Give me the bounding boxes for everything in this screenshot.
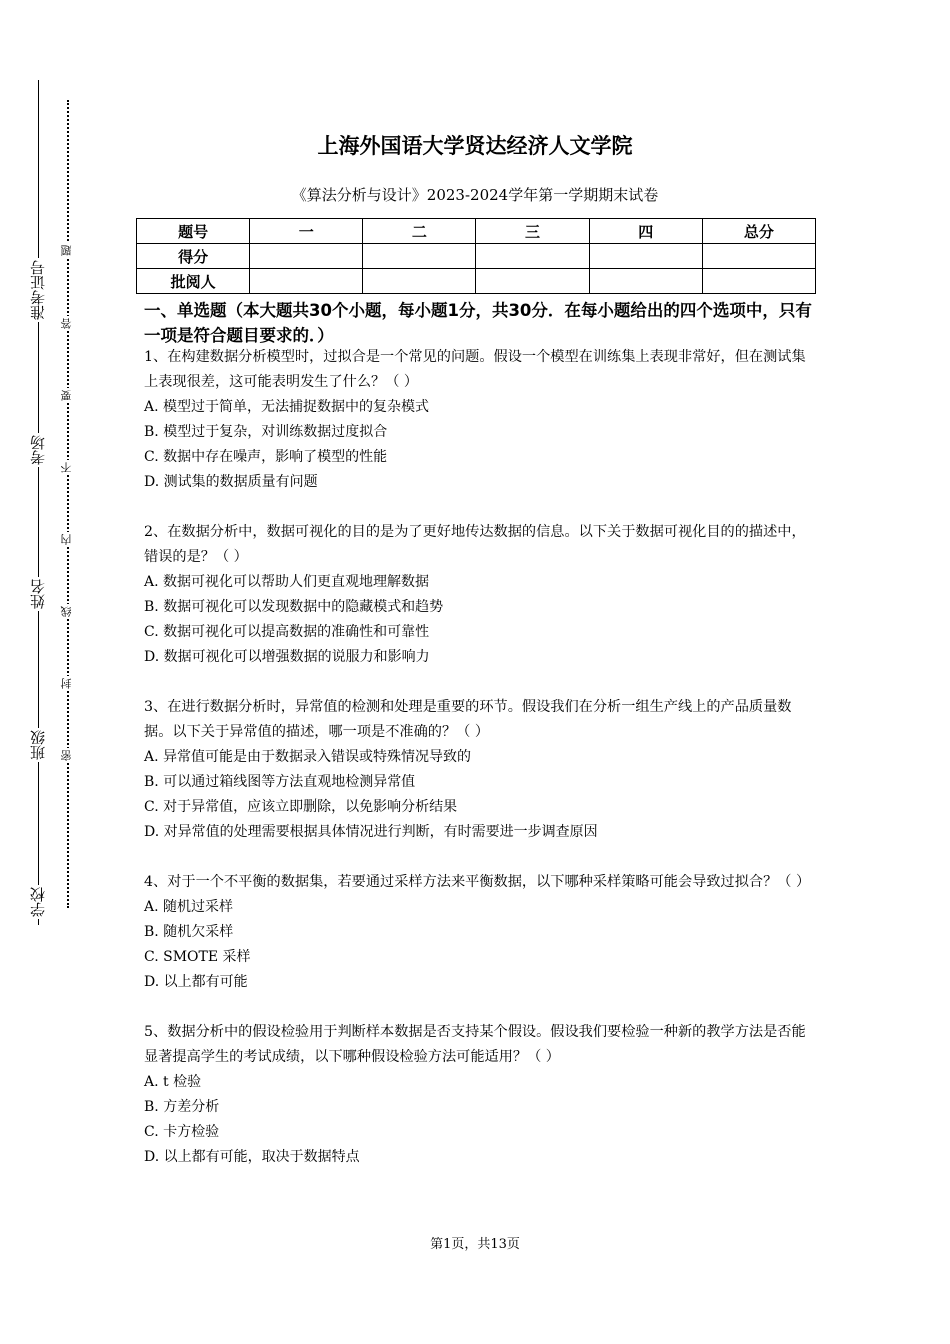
option-b: B. 数据可视化可以发现数据中的隐藏模式和趋势 — [144, 599, 444, 615]
name-label: 姓名 — [29, 579, 47, 609]
seal-mark: 要 — [60, 390, 73, 401]
option-b: B. 可以通过箱线图等方法直观地检测异常值 — [144, 774, 416, 790]
seal-mark: 密 — [60, 750, 73, 761]
seal-mark: 内 — [60, 534, 73, 545]
score-table-row — [137, 244, 816, 269]
seal-mark: 线 — [60, 606, 73, 617]
seal-dotted-line — [67, 100, 69, 908]
exam-subtitle: 《算法分析与设计》2023-2024学年第一学期期末试卷 — [291, 186, 659, 204]
option-a: A. 数据可视化可以帮助人们更直观地理解数据 — [144, 574, 430, 590]
option-b: B. 方差分析 — [144, 1099, 220, 1115]
option-c: C. SMOTE 采样 — [144, 949, 251, 965]
score-cell — [363, 244, 476, 269]
option-a: A. t 检验 — [144, 1074, 202, 1090]
score-table-header-cell: 题号 — [137, 219, 250, 244]
option-c: C. 对于异常值，应该立即删除，以免影响分析结果 — [144, 799, 458, 815]
option-c: C. 数据中存在噪声，影响了模型的性能 — [144, 449, 388, 465]
option-b: B. 随机欠采样 — [144, 924, 234, 940]
option-d: D. 数据可视化可以增强数据的说服力和影响力 — [144, 649, 430, 665]
section-title: 一、单选题（本大题共30个小题，每小题1分，共30分．在每小题给出的四个选项中，只有一项是符合题目要求的．） — [144, 301, 812, 345]
class-label: 班级 — [29, 730, 47, 760]
score-table-row — [137, 269, 816, 294]
question-stem: 3、在进行数据分析时，异常值的检测和处理是重要的环节。假设我们在分析一组生产线上的产品质量数据。以下关于异常值的描述，哪一项是不准确的？（ ） — [144, 699, 792, 740]
option-d: D. 对异常值的处理需要根据具体情况进行判断，有时需要进一步调查原因 — [144, 824, 598, 840]
option-a: A. 异常值可能是由于数据录入错误或特殊情况导致的 — [144, 749, 472, 765]
option-a: A. 随机过采样 — [144, 899, 234, 915]
option-d: D. 测试集的数据质量有问题 — [144, 474, 318, 490]
question-4 — [144, 870, 816, 995]
school-label: 学校 — [29, 887, 47, 917]
seal-mark: 答 — [60, 318, 73, 329]
score-cell — [476, 244, 589, 269]
binding-solid-line — [38, 80, 39, 925]
seal-mark: 不 — [60, 462, 73, 473]
question-stem: 1、在构建数据分析模型时，过拟合是一个常见的问题。假设一个模型在训练集上表现非常好，但在测试集上表现很差，这可能表明发生了什么？（ ） — [144, 349, 806, 390]
option-c: C. 卡方检验 — [144, 1124, 220, 1140]
option-c: C. 数据可视化可以提高数据的准确性和可靠性 — [144, 624, 430, 640]
question-3 — [144, 695, 816, 845]
score-table-header-cell: 三 — [476, 219, 589, 244]
question-stem: 2、在数据分析中，数据可视化的目的是为了更好地传达数据的信息。以下关于数据可视化目的的描述中，错误的是？（ ） — [144, 524, 806, 565]
score-table — [136, 218, 816, 294]
score-row-label: 得分 — [137, 244, 250, 269]
score-table-header-cell: 四 — [589, 219, 702, 244]
score-cell — [589, 244, 702, 269]
score-table-header-cell: 总分 — [702, 219, 815, 244]
question-stem: 4、对于一个不平衡的数据集，若要通过采样方法来平衡数据，以下哪种采样策略可能会导致过拟合？（ ） — [144, 874, 811, 890]
option-d: D. 以上都有可能，取决于数据特点 — [144, 1149, 360, 1165]
option-b: B. 模型过于复杂，对训练数据过度拟合 — [144, 424, 388, 440]
score-cell — [589, 269, 702, 294]
question-list — [144, 345, 816, 1195]
option-a: A. 模型过于简单，无法捕捉数据中的复杂模式 — [144, 399, 430, 415]
option-d: D. 以上都有可能 — [144, 974, 248, 990]
score-cell — [702, 244, 815, 269]
school-title: 上海外国语大学贤达经济人文学院 — [317, 134, 633, 158]
question-stem: 5、数据分析中的假设检验用于判断样本数据是否支持某个假设。假设我们要检验一种新的教学方法是否能显著提高学生的考试成绩，以下哪种假设检验方法可能适用？（ ） — [144, 1024, 806, 1065]
score-cell — [363, 269, 476, 294]
score-cell — [250, 244, 363, 269]
question-2 — [144, 520, 816, 670]
score-row-label: 批阅人 — [137, 269, 250, 294]
score-cell — [476, 269, 589, 294]
score-cell — [250, 269, 363, 294]
seal-mark: 封 — [60, 678, 73, 689]
exam-room-label: 考场 — [29, 435, 47, 465]
score-cell — [702, 269, 815, 294]
question-1 — [144, 345, 816, 495]
seal-mark: 题 — [60, 245, 73, 256]
score-table-header-cell: 二 — [363, 219, 476, 244]
admission-number-label: 准考证号 — [29, 260, 47, 320]
score-table-header-row — [137, 219, 816, 244]
page-number: 第1页，共13页 — [430, 1237, 520, 1252]
question-5 — [144, 1020, 816, 1170]
score-table-header-cell: 一 — [250, 219, 363, 244]
